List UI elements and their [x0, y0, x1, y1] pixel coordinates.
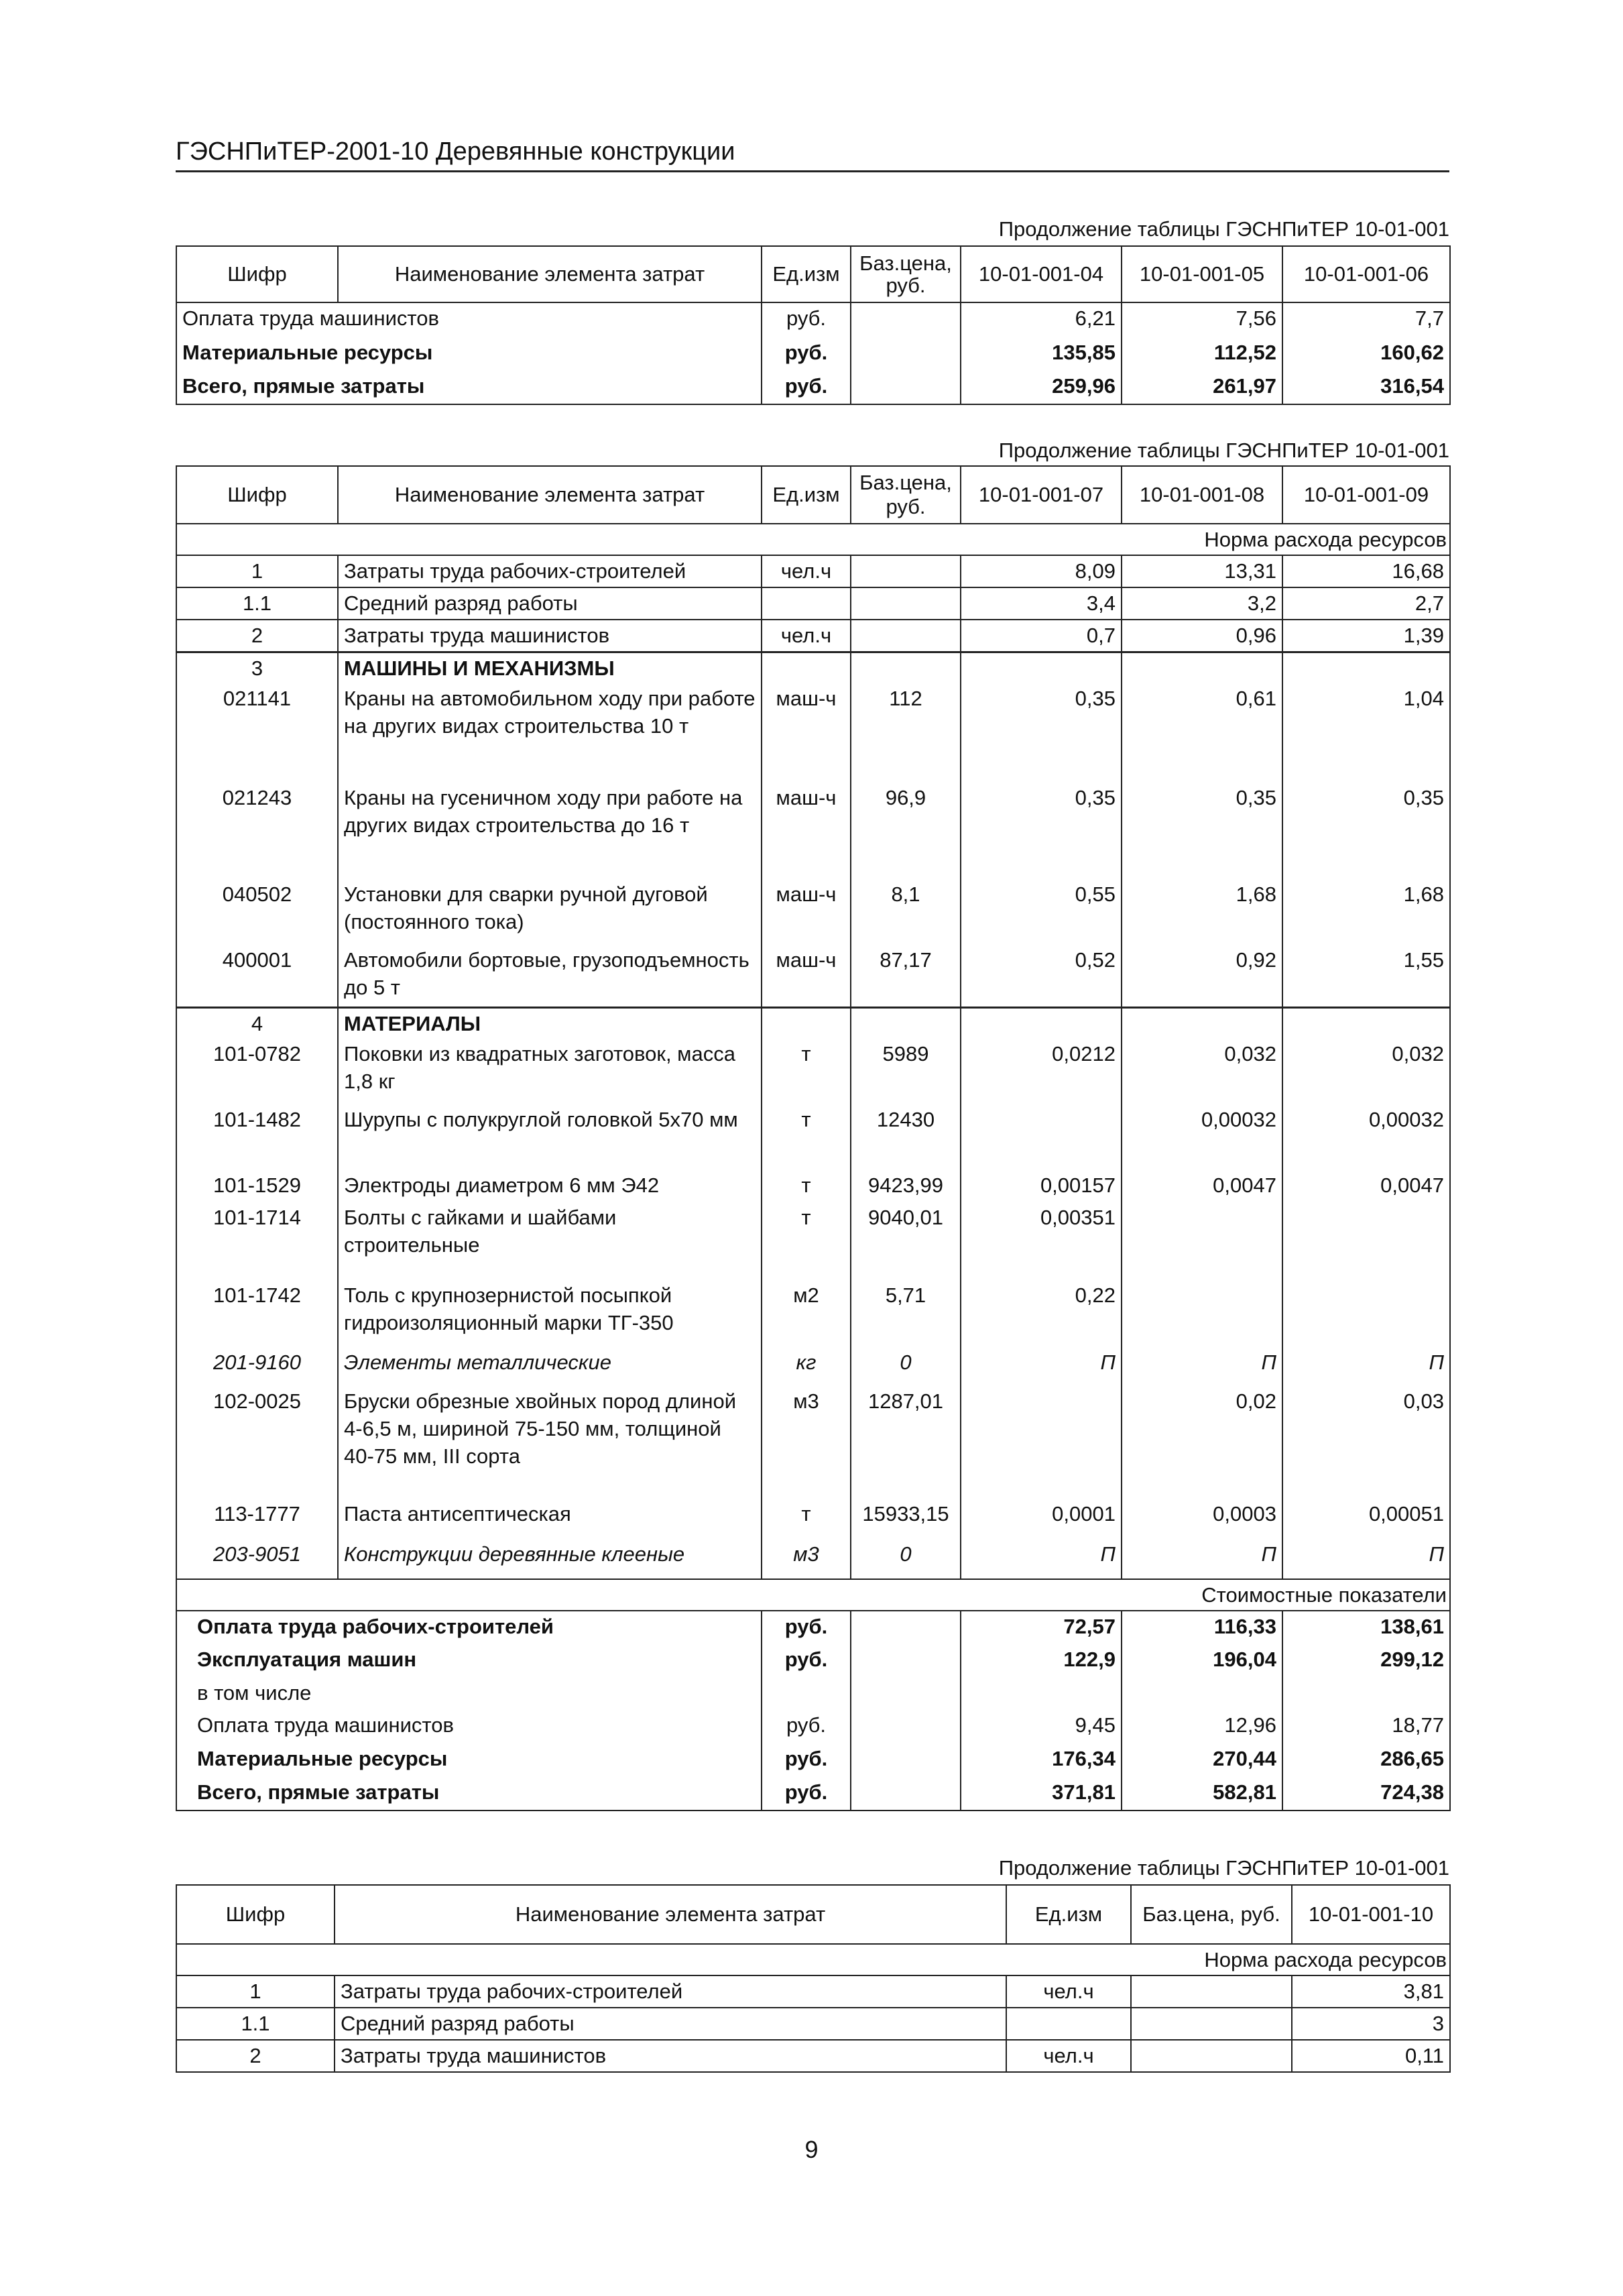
row-v2: 582,81 — [1122, 1777, 1282, 1811]
row-v1 — [961, 1678, 1122, 1710]
row-v3: 2,7 — [1282, 587, 1450, 620]
summary-row — [176, 1644, 1450, 1678]
row-v1: 371,81 — [961, 1777, 1122, 1811]
row-v3: 16,68 — [1282, 555, 1450, 587]
section-row-machines — [176, 652, 1450, 683]
row-price — [851, 1710, 961, 1743]
row-name: Затраты труда рабочих-строителей — [338, 555, 762, 587]
row-unit: маш-ч — [762, 945, 851, 1008]
col-header-v2: 10-01-001-08 — [1122, 466, 1282, 524]
row-name: Оплата труда машинистов — [176, 302, 762, 337]
row-unit — [762, 652, 851, 683]
row-name: Толь с крупнозернистой посыпкой гидроизоляционный марки ТГ-350 — [338, 1280, 762, 1347]
row-price — [851, 1678, 961, 1710]
row-v1: П — [961, 1347, 1122, 1386]
col-header-v3: 10-01-001-06 — [1282, 246, 1450, 302]
row-price — [1131, 2008, 1292, 2040]
row-code: 101-0782 — [176, 1039, 338, 1104]
row-v2 — [1122, 1280, 1282, 1347]
row-name: Элементы металлические — [338, 1347, 762, 1386]
row-unit: т — [762, 1104, 851, 1170]
row-v1: 9,45 — [961, 1710, 1122, 1743]
row-code: 040502 — [176, 879, 338, 945]
row-price — [851, 1777, 961, 1811]
row-v2: 7,56 — [1122, 302, 1282, 337]
row-v3: П — [1282, 1539, 1450, 1579]
row-price: 8,1 — [851, 879, 961, 945]
row-name: Конструкции деревянные клееные — [338, 1539, 762, 1579]
row-v2: 12,96 — [1122, 1710, 1282, 1743]
row-v3: 0,35 — [1282, 783, 1450, 879]
row-v1: 0,0212 — [961, 1039, 1122, 1104]
row-name: Установки для сварки ручной дуговой (постоянного тока) — [338, 879, 762, 945]
section-title: МАШИНЫ И МЕХАНИЗМЫ — [338, 652, 762, 683]
row-v1: 0,00351 — [961, 1202, 1122, 1280]
col-header-unit: Ед.изм — [762, 246, 851, 302]
row-name: Автомобили бортовые, грузоподъемность до 5 т — [338, 945, 762, 1008]
table2 — [176, 465, 1451, 1811]
table-row — [176, 1104, 1450, 1170]
row-v3: 0,0047 — [1282, 1170, 1450, 1202]
row-unit — [762, 587, 851, 620]
row-v3: 18,77 — [1282, 1710, 1450, 1743]
row-code: 4 — [176, 1008, 338, 1039]
table3 — [176, 1884, 1451, 2073]
row-unit: чел.ч — [762, 555, 851, 587]
row-price: 1287,01 — [851, 1386, 961, 1499]
row-unit: кг — [762, 1347, 851, 1386]
col-header-name: Наименование элемента затрат — [335, 1885, 1006, 1944]
row-price: 9423,99 — [851, 1170, 961, 1202]
table-row — [176, 1975, 1450, 2008]
row-v1: 3,81 — [1292, 1975, 1450, 2008]
col-header-unit: Ед.изм — [762, 466, 851, 524]
row-name: Паста антисептическая — [338, 1499, 762, 1539]
row-name: Краны на автомобильном ходу при работе на других видах строительства 10 т — [338, 683, 762, 783]
row-price — [851, 1644, 961, 1678]
row-name: Эксплуатация машин — [176, 1644, 762, 1678]
row-v3: 0,00032 — [1282, 1104, 1450, 1170]
row-v2: 261,97 — [1122, 371, 1282, 404]
row-v3: 1,55 — [1282, 945, 1450, 1008]
row-v2: 0,0003 — [1122, 1499, 1282, 1539]
row-price — [851, 1743, 961, 1777]
row-v3: 0,03 — [1282, 1386, 1450, 1499]
row-price — [1131, 1975, 1292, 2008]
row-code: 2 — [176, 2040, 335, 2072]
row-code: 1 — [176, 555, 338, 587]
table-row — [176, 1499, 1450, 1539]
row-price — [851, 371, 961, 404]
table1-caption: Продолжение таблицы ГЭСНПиТЕР 10-01-001 — [998, 217, 1449, 241]
row-unit: руб. — [762, 1777, 851, 1811]
row-unit: м3 — [762, 1539, 851, 1579]
col-header-name: Наименование элемента затрат — [338, 466, 762, 524]
row-v3 — [1282, 1280, 1450, 1347]
table-row — [176, 879, 1450, 945]
row-name: Средний разряд работы — [335, 2008, 1006, 2040]
row-v3: 7,7 — [1282, 302, 1450, 337]
page-number: 9 — [804, 2136, 819, 2163]
norm-label: Норма расхода ресурсов — [176, 1944, 1450, 1975]
table-row — [176, 1347, 1450, 1386]
row-price: 5989 — [851, 1039, 961, 1104]
norm-label: Норма расхода ресурсов — [176, 524, 1450, 555]
table2-caption: Продолжение таблицы ГЭСНПиТЕР 10-01-001 — [998, 439, 1449, 462]
row-v3: 138,61 — [1282, 1611, 1450, 1644]
row-v1: П — [961, 1539, 1122, 1579]
row-v1: 135,85 — [961, 337, 1122, 371]
row-v2: 196,04 — [1122, 1644, 1282, 1678]
table-row — [176, 302, 1450, 337]
row-name: Всего, прямые затраты — [176, 371, 762, 404]
row-name: Краны на гусеничном ходу при работе на других видах строительства до 16 т — [338, 783, 762, 879]
row-v1: 3,4 — [961, 587, 1122, 620]
row-code: 1.1 — [176, 587, 338, 620]
col-header-v2: 10-01-001-05 — [1122, 246, 1282, 302]
row-v2: П — [1122, 1539, 1282, 1579]
col-header-unit: Ед.изм — [1006, 1885, 1131, 1944]
row-v1: 0,00157 — [961, 1170, 1122, 1202]
row-code: 2 — [176, 620, 338, 652]
row-code: 102-0025 — [176, 1386, 338, 1499]
col-header-name: Наименование элемента затрат — [338, 246, 762, 302]
row-v2: 0,00032 — [1122, 1104, 1282, 1170]
row-unit: руб. — [762, 302, 851, 337]
row-price: 112 — [851, 683, 961, 783]
summary-row — [176, 1611, 1450, 1644]
row-v1: 0,11 — [1292, 2040, 1450, 2072]
col-header-price: Баз.цена, руб. — [851, 466, 961, 524]
row-v1: 259,96 — [961, 371, 1122, 404]
row-name: Оплата труда рабочих-строителей — [176, 1611, 762, 1644]
table-row — [176, 587, 1450, 620]
row-price — [851, 337, 961, 371]
row-unit: т — [762, 1499, 851, 1539]
row-name: Затраты труда машинистов — [335, 2040, 1006, 2072]
row-v3: 0,032 — [1282, 1039, 1450, 1104]
row-unit — [762, 1008, 851, 1039]
row-v2 — [1122, 1678, 1282, 1710]
table-row — [176, 1280, 1450, 1347]
row-code: 1.1 — [176, 2008, 335, 2040]
row-v2: 13,31 — [1122, 555, 1282, 587]
row-v1 — [961, 1104, 1122, 1170]
row-price: 87,17 — [851, 945, 961, 1008]
row-name: Электроды диаметром 6 мм Э42 — [338, 1170, 762, 1202]
row-v2 — [1122, 1202, 1282, 1280]
row-name: Шурупы с полукруглой головкой 5х70 мм — [338, 1104, 762, 1170]
row-v2: 270,44 — [1122, 1743, 1282, 1777]
row-v1: 176,34 — [961, 1743, 1122, 1777]
row-unit: т — [762, 1202, 851, 1280]
table-row — [176, 1386, 1450, 1499]
row-v2 — [1122, 652, 1282, 683]
row-name: Болты с гайками и шайбами строительные — [338, 1202, 762, 1280]
row-unit: м3 — [762, 1386, 851, 1499]
row-v3 — [1282, 1202, 1450, 1280]
row-code: 101-1714 — [176, 1202, 338, 1280]
row-code: 1 — [176, 1975, 335, 2008]
row-v1 — [961, 1008, 1122, 1039]
row-price: 5,71 — [851, 1280, 961, 1347]
row-name: Затраты труда рабочих-строителей — [335, 1975, 1006, 2008]
row-code: 201-9160 — [176, 1347, 338, 1386]
row-unit: чел.ч — [1006, 1975, 1131, 2008]
row-unit — [762, 1678, 851, 1710]
row-v3 — [1282, 1008, 1450, 1039]
row-price: 12430 — [851, 1104, 961, 1170]
table-row — [176, 783, 1450, 879]
row-code: 203-9051 — [176, 1539, 338, 1579]
row-v3: 316,54 — [1282, 371, 1450, 404]
table1 — [176, 245, 1451, 405]
row-v2: 112,52 — [1122, 337, 1282, 371]
table-row — [176, 620, 1450, 652]
page-header: ГЭСНПиТЕР-2001-10 Деревянные конструкции — [176, 134, 1449, 172]
row-price — [851, 652, 961, 683]
row-code: 101-1482 — [176, 1104, 338, 1170]
row-price — [851, 1008, 961, 1039]
section-row-materials — [176, 1008, 1450, 1039]
row-v1: 8,09 — [961, 555, 1122, 587]
row-name: Материальные ресурсы — [176, 337, 762, 371]
row-code: 021141 — [176, 683, 338, 783]
row-v2 — [1122, 1008, 1282, 1039]
row-v2: 0,02 — [1122, 1386, 1282, 1499]
table-row — [176, 1539, 1450, 1579]
row-unit: м2 — [762, 1280, 851, 1347]
col-header-code: Шифр — [176, 1885, 335, 1944]
row-v1: 0,0001 — [961, 1499, 1122, 1539]
row-v3 — [1282, 652, 1450, 683]
cost-label: Стоимостные показатели — [176, 1579, 1450, 1611]
row-v3: 1,68 — [1282, 879, 1450, 945]
row-name: Поковки из квадратных заготовок, масса 1,8 кг — [338, 1039, 762, 1104]
row-name: Средний разряд работы — [338, 587, 762, 620]
row-price: 15933,15 — [851, 1499, 961, 1539]
row-code: 400001 — [176, 945, 338, 1008]
row-v3: 724,38 — [1282, 1777, 1450, 1811]
col-header-v1: 10-01-001-07 — [961, 466, 1122, 524]
table-row — [176, 1170, 1450, 1202]
row-price: 0 — [851, 1347, 961, 1386]
row-v3: 0,00051 — [1282, 1499, 1450, 1539]
row-unit: маш-ч — [762, 783, 851, 879]
row-v1 — [961, 652, 1122, 683]
row-name: в том числе — [176, 1678, 762, 1710]
row-v1: 0,55 — [961, 879, 1122, 945]
row-name: Материальные ресурсы — [176, 1743, 762, 1777]
row-v3: П — [1282, 1347, 1450, 1386]
row-v1: 72,57 — [961, 1611, 1122, 1644]
row-price — [851, 587, 961, 620]
col-header-v1: 10-01-001-10 — [1292, 1885, 1450, 1944]
row-unit: руб. — [762, 1644, 851, 1678]
row-unit — [1006, 2008, 1131, 2040]
table-row — [176, 2040, 1450, 2072]
row-v2: 0,61 — [1122, 683, 1282, 783]
col-header-v1: 10-01-001-04 — [961, 246, 1122, 302]
row-v1: 0,35 — [961, 683, 1122, 783]
row-v1: 0,22 — [961, 1280, 1122, 1347]
col-header-code: Шифр — [176, 466, 338, 524]
row-v1: 0,7 — [961, 620, 1122, 652]
row-v2: 3,2 — [1122, 587, 1282, 620]
row-price — [1131, 2040, 1292, 2072]
row-code: 101-1529 — [176, 1170, 338, 1202]
row-price: 0 — [851, 1539, 961, 1579]
row-v2: 1,68 — [1122, 879, 1282, 945]
row-unit: руб. — [762, 371, 851, 404]
row-v3: 1,04 — [1282, 683, 1450, 783]
row-price — [851, 1611, 961, 1644]
row-unit: маш-ч — [762, 879, 851, 945]
row-v2: П — [1122, 1347, 1282, 1386]
row-v2: 0,35 — [1122, 783, 1282, 879]
col-header-price: Баз.цена, руб. — [1131, 1885, 1292, 1944]
table-row — [176, 555, 1450, 587]
summary-row — [176, 1710, 1450, 1743]
row-unit: руб. — [762, 337, 851, 371]
row-v3: 160,62 — [1282, 337, 1450, 371]
row-code: 3 — [176, 652, 338, 683]
table-row — [176, 371, 1450, 404]
row-unit: руб. — [762, 1611, 851, 1644]
row-unit: чел.ч — [1006, 2040, 1131, 2072]
row-name: Затраты труда машинистов — [338, 620, 762, 652]
row-unit: чел.ч — [762, 620, 851, 652]
col-header-v3: 10-01-001-09 — [1282, 466, 1450, 524]
row-price: 9040,01 — [851, 1202, 961, 1280]
row-v3: 286,65 — [1282, 1743, 1450, 1777]
table-row — [176, 2008, 1450, 2040]
row-code: 113-1777 — [176, 1499, 338, 1539]
row-v2: 116,33 — [1122, 1611, 1282, 1644]
row-v3 — [1282, 1678, 1450, 1710]
row-unit: т — [762, 1170, 851, 1202]
row-unit: т — [762, 1039, 851, 1104]
row-code: 021243 — [176, 783, 338, 879]
row-name: Оплата труда машинистов — [176, 1710, 762, 1743]
summary-row — [176, 1743, 1450, 1777]
table-row — [176, 1039, 1450, 1104]
col-header-price: Баз.цена, руб. — [851, 246, 961, 302]
row-name: Бруски обрезные хвойных пород длиной 4-6,5 м, шириной 75-150 мм, толщиной 40-75 мм, III сорта — [338, 1386, 762, 1499]
col-header-code: Шифр — [176, 246, 338, 302]
summary-row — [176, 1777, 1450, 1811]
row-v1: 6,21 — [961, 302, 1122, 337]
row-v2: 0,96 — [1122, 620, 1282, 652]
row-price — [851, 620, 961, 652]
row-unit: маш-ч — [762, 683, 851, 783]
row-price — [851, 302, 961, 337]
summary-row — [176, 1678, 1450, 1710]
row-v1: 0,52 — [961, 945, 1122, 1008]
row-v1 — [961, 1386, 1122, 1499]
row-name: Всего, прямые затраты — [176, 1777, 762, 1811]
row-price: 96,9 — [851, 783, 961, 879]
table-row — [176, 337, 1450, 371]
table-row — [176, 1202, 1450, 1280]
row-v3: 1,39 — [1282, 620, 1450, 652]
row-unit: руб. — [762, 1710, 851, 1743]
table-row — [176, 683, 1450, 783]
table3-caption: Продолжение таблицы ГЭСНПиТЕР 10-01-001 — [998, 1856, 1449, 1880]
row-v1: 3 — [1292, 2008, 1450, 2040]
row-v2: 0,92 — [1122, 945, 1282, 1008]
row-code: 101-1742 — [176, 1280, 338, 1347]
row-v1: 0,35 — [961, 783, 1122, 879]
row-v1: 122,9 — [961, 1644, 1122, 1678]
row-unit: руб. — [762, 1743, 851, 1777]
row-price — [851, 555, 961, 587]
row-v3: 299,12 — [1282, 1644, 1450, 1678]
row-v2: 0,0047 — [1122, 1170, 1282, 1202]
row-v2: 0,032 — [1122, 1039, 1282, 1104]
table-row — [176, 945, 1450, 1008]
section-title: МАТЕРИАЛЫ — [338, 1008, 762, 1039]
